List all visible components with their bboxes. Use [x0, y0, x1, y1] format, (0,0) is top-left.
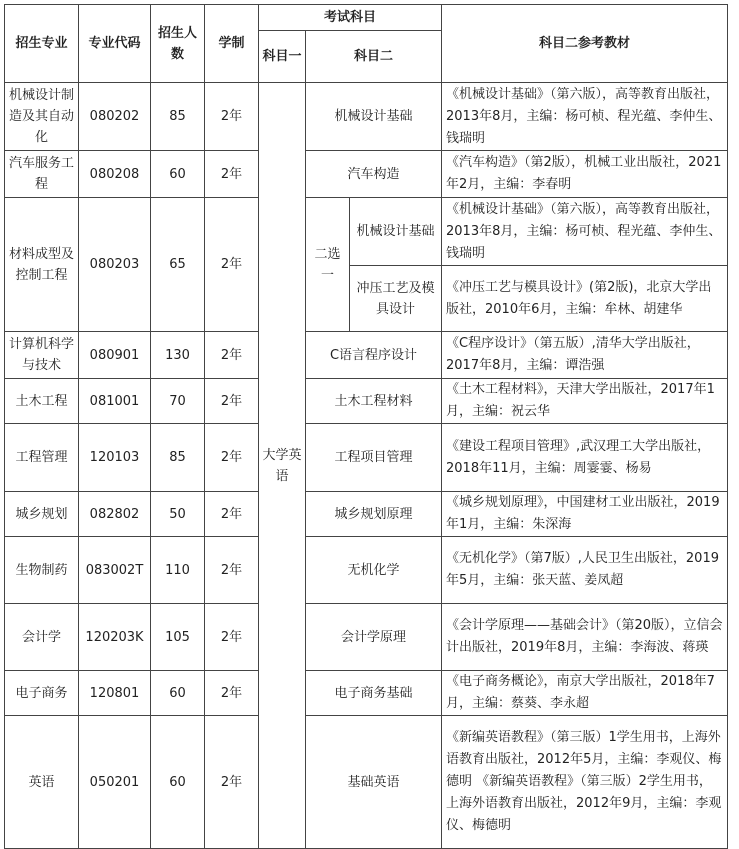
- header-exam-subjects: 考试科目: [259, 5, 442, 31]
- table-row: [5, 671, 728, 716]
- subject2-option-cell: 冲压工艺及模具设计: [350, 266, 442, 332]
- duration-cell: 2年: [205, 198, 259, 332]
- code-cell: 120203K: [79, 604, 151, 671]
- major-cell: 汽车服务工程: [5, 151, 79, 198]
- subject1-cell: 大学英语: [259, 83, 306, 849]
- duration-cell: 2年: [205, 424, 259, 492]
- enroll-cell: 60: [151, 716, 205, 849]
- major-cell: 机械设计制造及其自动化: [5, 83, 79, 151]
- enroll-cell: 105: [151, 604, 205, 671]
- reference-cell: 《机械设计基础》（第六版），高等教育出版社，2013年8月，主编：杨可桢、程光蕴、李仲生、钱瑞明: [442, 198, 728, 266]
- code-cell: 080203: [79, 198, 151, 332]
- code-cell: 080202: [79, 83, 151, 151]
- table-row: [5, 83, 728, 151]
- subject2-cell: 机械设计基础: [306, 83, 442, 151]
- duration-cell: 2年: [205, 492, 259, 537]
- duration-cell: 2年: [205, 151, 259, 198]
- reference-cell: 《冲压工艺与模具设计》(第2版)，北京大学出版社，2010年6月，主编：牟林、胡建华: [442, 266, 728, 332]
- duration-cell: 2年: [205, 332, 259, 379]
- subject2-cell: 汽车构造: [306, 151, 442, 198]
- reference-cell: 《土木工程材料》，天津大学出版社，2017年1月，主编：祝云华: [442, 379, 728, 424]
- reference-cell: 《会计学原理——基础会计》（第20版），立信会计出版社，2019年8月，主编：李海波、蒋瑛: [442, 604, 728, 671]
- reference-cell: 《无机化学》（第7版）,人民卫生出版社，2019年5月，主编：张天蓝、姜凤超: [442, 537, 728, 604]
- major-cell: 生物制药: [5, 537, 79, 604]
- major-cell: 会计学: [5, 604, 79, 671]
- enroll-cell: 130: [151, 332, 205, 379]
- duration-cell: 2年: [205, 716, 259, 849]
- reference-cell: 《城乡规划原理》，中国建材工业出版社，2019年1月，主编：朱深海: [442, 492, 728, 537]
- table-row: [5, 198, 728, 266]
- code-cell: 083002T: [79, 537, 151, 604]
- admission-table: [4, 4, 728, 849]
- table-row: [5, 537, 728, 604]
- reference-cell: 《机械设计基础》（第六版），高等教育出版社，2013年8月，主编：杨可桢、程光蕴、李仲生、钱瑞明: [442, 83, 728, 151]
- subject2-cell: 无机化学: [306, 537, 442, 604]
- code-cell: 080901: [79, 332, 151, 379]
- duration-cell: 2年: [205, 604, 259, 671]
- code-cell: 082802: [79, 492, 151, 537]
- duration-cell: 2年: [205, 671, 259, 716]
- major-cell: 电子商务: [5, 671, 79, 716]
- major-cell: 城乡规划: [5, 492, 79, 537]
- code-cell: 120103: [79, 424, 151, 492]
- duration-cell: 2年: [205, 83, 259, 151]
- table-row: [5, 604, 728, 671]
- major-cell: 材料成型及控制工程: [5, 198, 79, 332]
- enroll-cell: 50: [151, 492, 205, 537]
- reference-cell: 《电子商务概论》，南京大学出版社，2018年7月，主编：蔡葵、李永超: [442, 671, 728, 716]
- header-major: 招生专业: [5, 5, 79, 83]
- header-subject1: 科目一: [259, 31, 306, 83]
- major-cell: 土木工程: [5, 379, 79, 424]
- major-cell: 计算机科学与技术: [5, 332, 79, 379]
- enroll-cell: 60: [151, 671, 205, 716]
- table-row: [5, 332, 728, 379]
- subject2-cell: 基础英语: [306, 716, 442, 849]
- duration-cell: 2年: [205, 537, 259, 604]
- subject2-cell: C语言程序设计: [306, 332, 442, 379]
- choose-one-cell: 二选一: [306, 198, 350, 332]
- table-row: [5, 716, 728, 849]
- code-cell: 050201: [79, 716, 151, 849]
- subject2-option-cell: 机械设计基础: [350, 198, 442, 266]
- major-cell: 工程管理: [5, 424, 79, 492]
- subject2-cell: 城乡规划原理: [306, 492, 442, 537]
- code-cell: 081001: [79, 379, 151, 424]
- table-row: [5, 151, 728, 198]
- enroll-cell: 70: [151, 379, 205, 424]
- header-duration: 学制: [205, 5, 259, 83]
- enroll-cell: 85: [151, 424, 205, 492]
- reference-cell: 《C程序设计》（第五版）,清华大学出版社，2017年8月，主编：谭浩强: [442, 332, 728, 379]
- reference-cell: 《汽车构造》（第2版），机械工业出版社，2021年2月，主编：李春明: [442, 151, 728, 198]
- enroll-cell: 110: [151, 537, 205, 604]
- enroll-cell: 65: [151, 198, 205, 332]
- major-cell: 英语: [5, 716, 79, 849]
- header-code: 专业代码: [79, 5, 151, 83]
- table-row: [5, 424, 728, 492]
- code-cell: 120801: [79, 671, 151, 716]
- code-cell: 080208: [79, 151, 151, 198]
- subject2-cell: 工程项目管理: [306, 424, 442, 492]
- subject2-cell: 土木工程材料: [306, 379, 442, 424]
- header-enroll: 招生人数: [151, 5, 205, 83]
- reference-cell: 《新编英语教程》（第三版）1学生用书，上海外语教育出版社，2012年5月，主编：李观仪、梅德明 《新编英语教程》（第三版）2学生用书，上海外语教育出版社，2012年9月，主编：李观仪、梅德明: [442, 716, 728, 849]
- header-subject2: 科目二: [306, 31, 442, 83]
- header-reference: 科目二参考教材: [442, 5, 728, 83]
- enroll-cell: 60: [151, 151, 205, 198]
- subject2-cell: 电子商务基础: [306, 671, 442, 716]
- table-row: [5, 379, 728, 424]
- subject2-cell: 会计学原理: [306, 604, 442, 671]
- enroll-cell: 85: [151, 83, 205, 151]
- table-row: [5, 492, 728, 537]
- reference-cell: 《建设工程项目管理》,武汉理工大学出版社，2018年11月，主编：周霎霎、杨易: [442, 424, 728, 492]
- duration-cell: 2年: [205, 379, 259, 424]
